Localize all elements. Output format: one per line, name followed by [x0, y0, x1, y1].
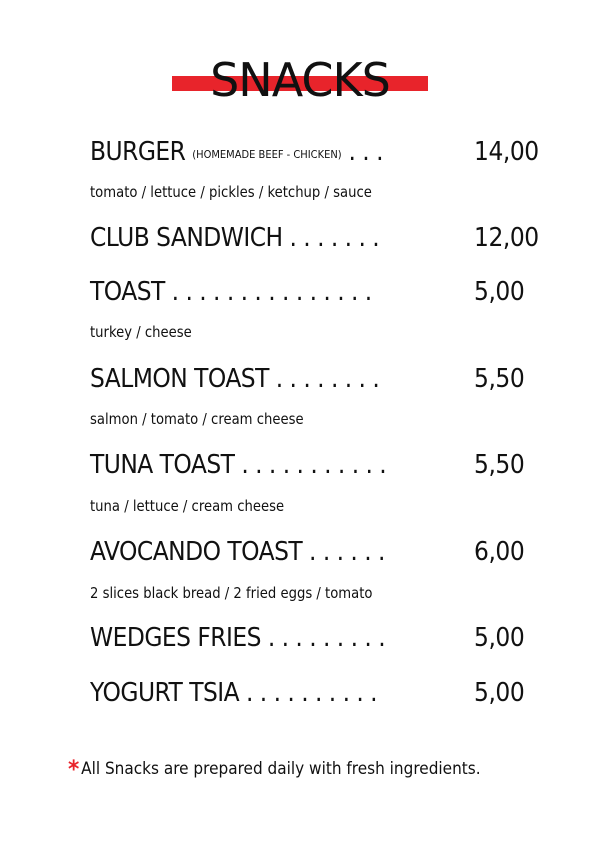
menu-item-name: TUNA TOAST . . . . . . . . . . .: [90, 450, 387, 480]
dot-leader: . . . . . . . . . .: [239, 678, 378, 708]
dot-leader: . . . . . . .: [282, 223, 380, 253]
menu-item-price: 5,00: [474, 678, 525, 708]
asterisk-icon: *: [68, 755, 80, 783]
footer-note: [68, 756, 481, 782]
dot-leader: . . .: [341, 137, 384, 167]
menu-title-block: [172, 52, 428, 108]
menu-item-description: salmon / tomato / cream cheese: [90, 410, 304, 428]
menu-item-description: 2 slices black bread / 2 fried eggs / tomato: [90, 584, 373, 602]
menu-item-name: TOAST . . . . . . . . . . . . . . .: [90, 277, 372, 307]
menu-title: SNACKS: [210, 53, 390, 107]
menu-item-name: SALMON TOAST . . . . . . . .: [90, 364, 380, 394]
menu-item-note: (HOMEMADE BEEF - CHICKEN): [192, 148, 342, 161]
menu-item-price: 5,50: [474, 364, 525, 394]
dot-leader: . . . . . . . . . . . . . . .: [164, 277, 372, 307]
menu-item-description: tuna / lettuce / cream cheese: [90, 497, 285, 515]
menu-item-description: turkey / cheese: [90, 323, 192, 341]
dot-leader: . . . . . . . . .: [260, 623, 386, 653]
menu-item-name: BURGER (HOMEMADE BEEF - CHICKEN) . . .: [90, 137, 384, 167]
menu-item-price: 14,00: [474, 137, 539, 167]
menu-item-price: 5,50: [474, 450, 525, 480]
menu-item-name: AVOCANDO TOAST . . . . . .: [90, 537, 385, 567]
dot-leader: . . . . . .: [302, 537, 385, 567]
footer-text: All Snacks are prepared daily with fresh ingredients.: [81, 759, 481, 779]
menu-item-price: 6,00: [474, 537, 525, 567]
menu-item-name: CLUB SANDWICH . . . . . . .: [90, 223, 380, 253]
menu-item-description: tomato / lettuce / pickles / ketchup / sauce: [90, 183, 372, 201]
dot-leader: . . . . . . . .: [268, 364, 380, 394]
menu-item-price: 12,00: [474, 223, 539, 253]
menu-item-price: 5,00: [474, 277, 525, 307]
menu-item-price: 5,00: [474, 623, 525, 653]
dot-leader: . . . . . . . . . . .: [234, 450, 387, 480]
menu-item-name: YOGURT TSIA . . . . . . . . . .: [90, 678, 378, 708]
menu-item-name: WEDGES FRIES . . . . . . . . .: [90, 623, 386, 653]
